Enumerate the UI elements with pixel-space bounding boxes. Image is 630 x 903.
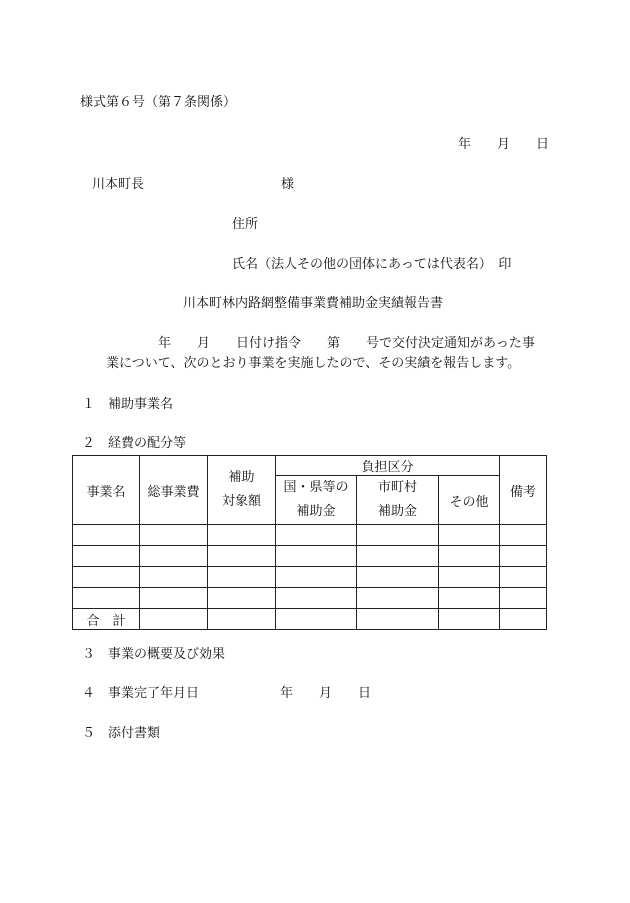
form-number: 様式第６号（第７条関係）: [80, 95, 237, 110]
table-row: [73, 546, 547, 567]
body-line-2: 業について、次のとおり事業を実施したので、その実績を報告します。: [106, 356, 521, 371]
section-3: ３ 事業の概要及び効果: [82, 647, 226, 662]
name-label: 氏名（法人その他の団体にあっては代表名） 印: [232, 257, 512, 272]
body-line-1: 年 月 日付け指令 第 号で交付決定通知があった事: [158, 336, 535, 351]
expense-table: [72, 455, 547, 630]
header-project: 事業名: [73, 456, 140, 525]
header-national-l2: 補助金: [296, 504, 336, 519]
section-1: １ 補助事業名: [82, 397, 174, 412]
addressee-suffix: 様: [281, 177, 295, 192]
header-remarks: 備考: [500, 456, 547, 525]
table-row: [73, 588, 547, 609]
total-row: [73, 609, 547, 630]
section-2: ２ 経費の配分等: [82, 436, 187, 451]
date-line: 年 月 日: [458, 137, 550, 152]
document-title: 川本町林内路網整備事業費補助金実績報告書: [183, 296, 444, 311]
header-municipal: [357, 476, 439, 525]
header-municipal-l1: 市町村: [377, 480, 417, 495]
table-row: [73, 525, 547, 546]
header-national-l1: 国・県等の: [283, 480, 349, 495]
header-municipal-l2: 補助金: [377, 504, 417, 519]
header-burden: 負担区分: [276, 456, 500, 476]
addressee: 川本町長: [92, 177, 145, 192]
completion-date: 年 月 日: [280, 686, 372, 701]
header-target-l2: 対象額: [221, 494, 261, 509]
header-other: その他: [439, 476, 500, 525]
total-label: 合 計: [73, 609, 140, 630]
header-national: [276, 476, 357, 525]
header-target: [208, 456, 276, 525]
section-5: ５ 添付書類: [82, 726, 161, 741]
header-target-l1: 補助: [228, 470, 255, 485]
table-row: [73, 567, 547, 588]
section-4: ４ 事業完了年月日: [82, 686, 200, 701]
header-total: 総事業費: [140, 456, 208, 525]
address-label: 住所: [232, 217, 259, 232]
